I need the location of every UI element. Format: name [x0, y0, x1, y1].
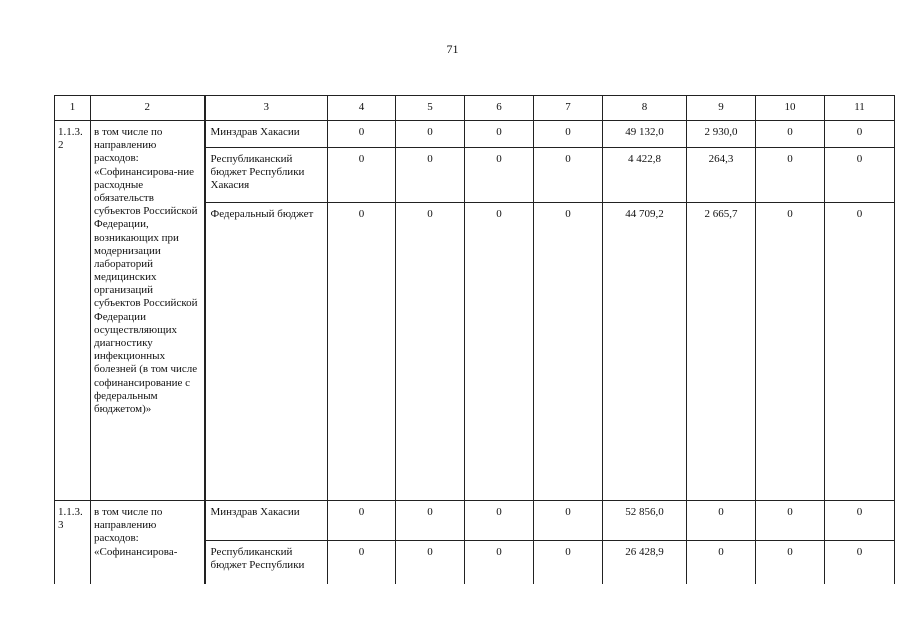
header-cell: 9 [687, 96, 756, 121]
table-row [55, 121, 895, 148]
table-row [55, 501, 895, 541]
value-cell: 0 [687, 501, 756, 541]
value-cell: 0 [756, 148, 825, 203]
budget-table [54, 95, 895, 584]
value-cell: 0 [396, 203, 465, 501]
value-cell: 0 [465, 203, 534, 501]
value-cell: 0 [328, 203, 396, 501]
row-code-text: 1.1.3. 3 [58, 506, 83, 532]
value-cell: 0 [825, 541, 895, 585]
value-cell: 2 930,0 [687, 121, 756, 148]
value-cell: 0 [328, 121, 396, 148]
header-cell: 10 [756, 96, 825, 121]
value-cell: 2 665,7 [687, 203, 756, 501]
header-cell: 6 [465, 96, 534, 121]
header-cell: 1 [55, 96, 91, 121]
value-cell: 0 [534, 148, 603, 203]
value-cell: 0 [687, 541, 756, 585]
value-cell: 0 [396, 541, 465, 585]
header-cell: 7 [534, 96, 603, 121]
value-cell: 0 [825, 501, 895, 541]
value-cell: 49 132,0 [603, 121, 687, 148]
value-cell: 0 [756, 501, 825, 541]
page-number: 71 [446, 42, 459, 56]
value-cell: 264,3 [687, 148, 756, 203]
value-cell: 0 [328, 501, 396, 541]
value-cell: 0 [328, 148, 396, 203]
value-cell: 0 [825, 203, 895, 501]
value-cell: 0 [756, 203, 825, 501]
header-row [55, 96, 895, 121]
header-cell: 11 [825, 96, 895, 121]
value-cell: 0 [465, 541, 534, 585]
value-cell: 0 [534, 541, 603, 585]
header-cell: 3 [205, 96, 328, 121]
value-cell: 0 [396, 148, 465, 203]
value-cell: 0 [465, 501, 534, 541]
value-cell: 0 [534, 501, 603, 541]
value-cell: 0 [756, 121, 825, 148]
row-code-text: 1.1.3. 2 [58, 126, 83, 152]
value-cell: 0 [465, 148, 534, 203]
value-cell: 4 422,8 [603, 148, 687, 203]
value-cell: 44 709,2 [603, 203, 687, 501]
value-cell: 0 [534, 121, 603, 148]
row-code [55, 501, 91, 585]
header-cell: 5 [396, 96, 465, 121]
row-source: Республиканский бюджет Республики Хакасия [205, 148, 328, 203]
value-cell: 0 [825, 121, 895, 148]
value-cell: 0 [825, 148, 895, 203]
row-source: Минздрав Хакасии [205, 501, 328, 541]
value-cell: 0 [396, 501, 465, 541]
row-source: Республиканский бюджет Республики [205, 541, 328, 585]
row-direction: в том числе по направлению расходов: «Софинансирова- [91, 501, 205, 585]
value-cell: 0 [396, 121, 465, 148]
row-direction: в том числе по направлению расходов: «Софинансирова-ние расходные обязательств субъектов Российской Федерации, возникающих при модернизации лабораторий медицинских организаций субъектов Российской Федерации осуществляющих диагностику инфекционных болезней (в том числе софинансирование с федеральным бюджетом)» [91, 121, 205, 501]
header-cell: 4 [328, 96, 396, 121]
value-cell: 52 856,0 [603, 501, 687, 541]
value-cell: 0 [465, 121, 534, 148]
header-cell: 8 [603, 96, 687, 121]
row-source: Федеральный бюджет [205, 203, 328, 501]
value-cell: 0 [534, 203, 603, 501]
value-cell: 0 [328, 541, 396, 585]
header-cell: 2 [91, 96, 205, 121]
row-code [55, 121, 91, 501]
value-cell: 0 [756, 541, 825, 585]
value-cell: 26 428,9 [603, 541, 687, 585]
row-source: Минздрав Хакасии [205, 121, 328, 148]
